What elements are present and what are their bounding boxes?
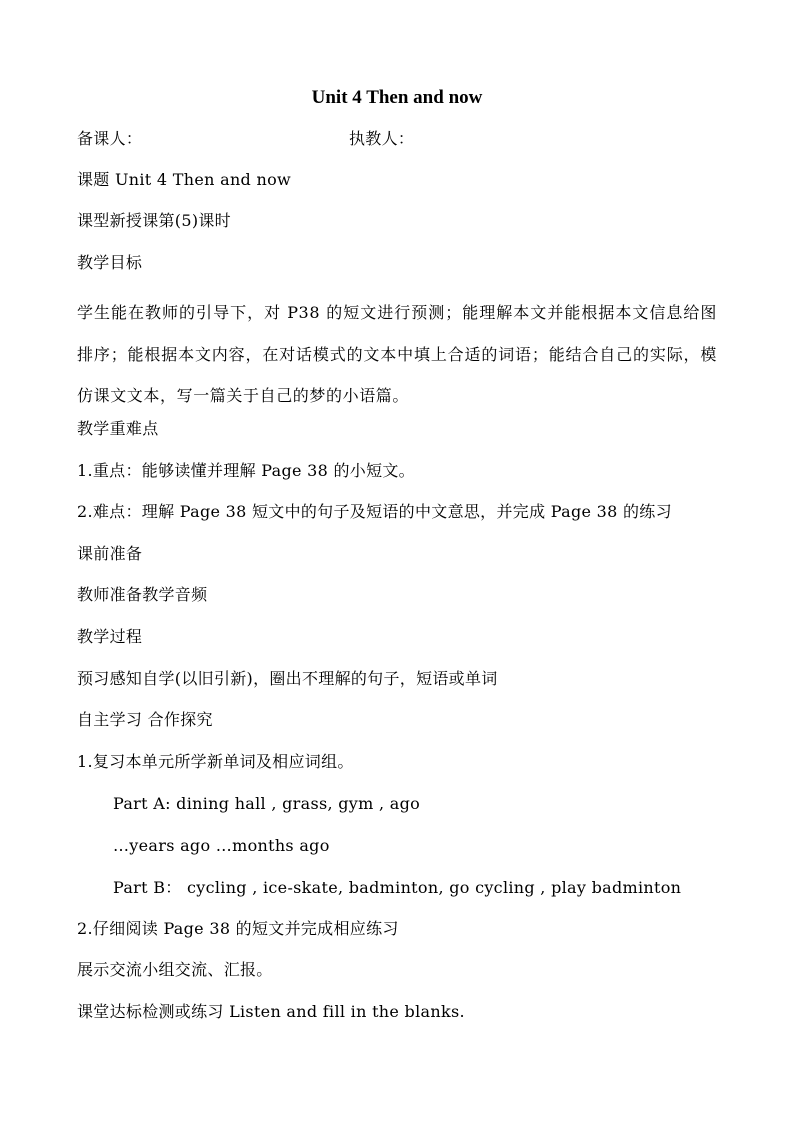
part-a-line: Part A: dining hall , grass, gym , ago <box>113 794 421 813</box>
document-title: Unit 4 Then and now <box>311 87 483 108</box>
topic-line: 课题 Unit 4 Then and now <box>77 170 292 189</box>
self-study-line: 自主学习 合作探究 <box>77 710 213 729</box>
key-point-line: 1.重点：能够读懂并理解 Page 38 的小短文。 <box>77 461 415 480</box>
goals-heading: 教学目标 <box>77 253 143 272</box>
teacher-label: 执教人： <box>349 129 415 148</box>
show-line: 展示交流小组交流、汇报。 <box>77 960 273 979</box>
preparation-text: 教师准备教学音频 <box>77 585 208 604</box>
years-ago-line: …years ago …months ago <box>113 836 330 855</box>
key-points-heading: 教学重难点 <box>77 419 159 438</box>
preparation-heading: 课前准备 <box>77 544 143 563</box>
preparer-line <box>77 128 737 150</box>
process-heading: 教学过程 <box>77 627 143 646</box>
reading-line: 2.仔细阅读 Page 38 的短文并完成相应练习 <box>77 919 399 938</box>
review-line: 1.复习本单元所学新单词及相应词组。 <box>77 752 354 771</box>
difficult-point-line: 2.难点：理解 Page 38 短文中的句子及短语的中文意思，并完成 Page 38 的练习 <box>77 502 672 521</box>
part-b-line: Part B： cycling , ice-skate, badminton, go cycling , play badminton <box>113 878 682 897</box>
goals-paragraph: 学生能在教师的引导下，对 P38 的短文进行预测；能理解本文并能根据本文信息给图排序；能根据本文内容，在对话模式的文本中填上合适的词语；能结合自己的实际，模仿课文文本，写一篇关于自己的梦的小语篇。 <box>77 303 717 405</box>
preview-line: 预习感知自学(以旧引新)，圈出不理解的句子，短语或单词 <box>77 669 498 688</box>
lesson-type-line: 课型新授课第(5)课时 <box>77 211 231 230</box>
check-line: 课堂达标检测或练习 Listen and fill in the blanks. <box>77 1002 465 1021</box>
preparer-label: 备课人： <box>77 129 143 148</box>
